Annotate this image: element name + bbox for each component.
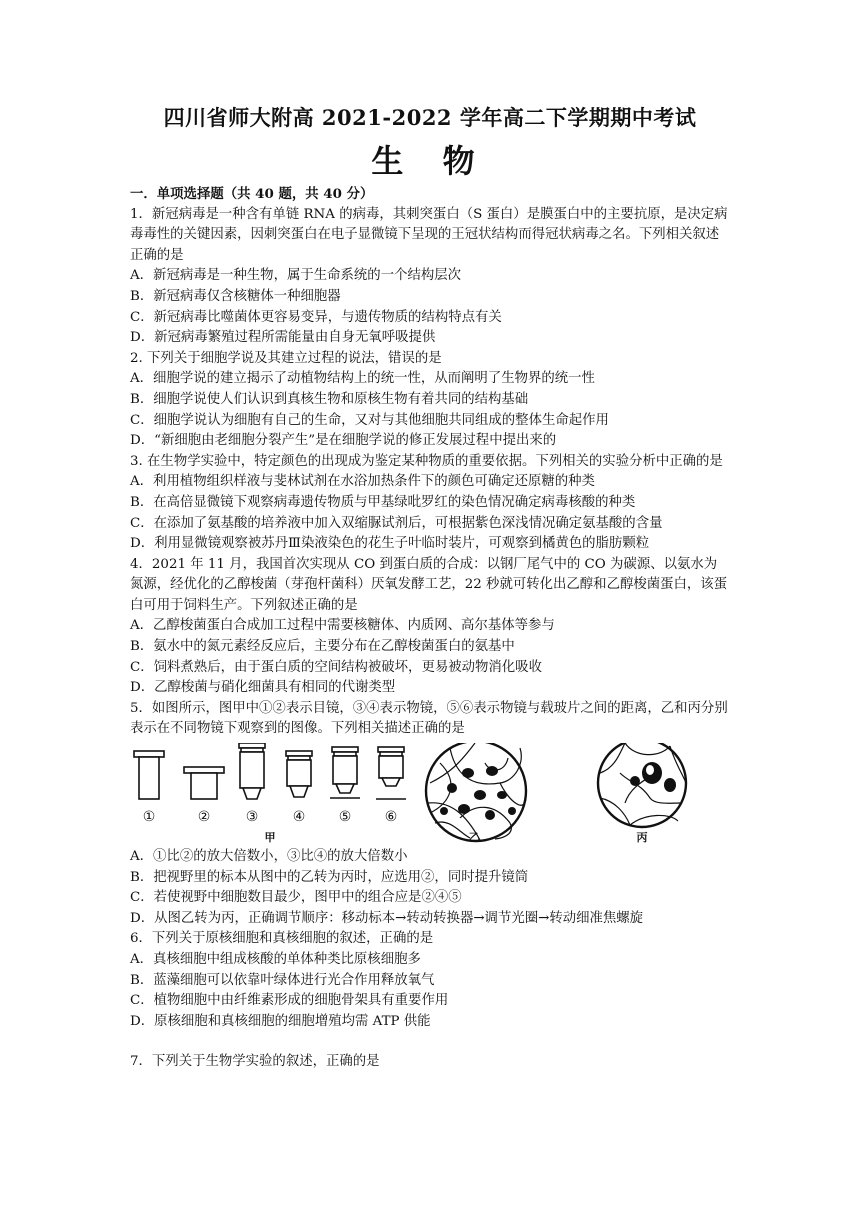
option-d: D．从图乙转为丙，正确调节顺序：移动标本→转动转换器→调节光圈→转动细准焦螺旋 xyxy=(130,910,644,926)
option-a: A．细胞学说的建立揭示了动植物结构上的统一性，从而阐明了生物界的统一性 xyxy=(130,371,595,387)
question-stem: 3. 在生物学实验中，特定颜色的出现成为鉴定某种物质的重要依据。下列相关的实验分析中正确的是 xyxy=(130,453,723,469)
option-a: A．乙醇梭菌蛋白合成加工过程中需要核糖体、内质网、高尔基体等参与 xyxy=(130,618,555,634)
option-c: C．若使视野中细胞数目最少，图甲中的组合应是②④⑤ xyxy=(130,890,462,906)
option-d: D．原核细胞和真核细胞的细胞增殖均需 ATP 供能 xyxy=(130,1013,431,1029)
exam-title: 四川省师大附高 2021-2022 学年高二下学期期中考试 xyxy=(163,105,697,130)
option-a: A．真核细胞中组成核酸的单体种类比原核细胞多 xyxy=(130,952,421,967)
field-high-power-icon xyxy=(598,743,686,827)
option-a: A．①比②的放大倍数小，③比④的放大倍数小 xyxy=(130,849,408,865)
question-stem: 2. 下列关于细胞学说及其建立过程的说法，错误的是 xyxy=(130,350,442,366)
option-b: B．蓝藻细胞可以依靠叶绿体进行光合作用释放氧气 xyxy=(130,972,435,988)
option-c: C．细胞学说认为细胞有自己的生命，又对与其他细胞共同组成的整体生命起作用 xyxy=(130,412,609,428)
lens-label-6: ⑥ xyxy=(384,809,398,826)
question-stem: 6．下列关于原核细胞和真核细胞的叙述，正确的是 xyxy=(130,931,434,947)
option-d: D．新冠病毒繁殖过程所需能量由自身无氧呼吸提供 xyxy=(130,330,436,346)
caption-bing: 丙 xyxy=(636,831,648,844)
microscope-figure xyxy=(130,743,730,843)
subject-title: 生 物 xyxy=(371,142,489,180)
exam-content xyxy=(130,184,730,1073)
option-c: C．植物细胞中由纤维素形成的细胞骨架具有重要作用 xyxy=(130,993,449,1009)
option-d: D．“新细胞由老细胞分裂产生”是在细胞学说的修正发展过程中提出来的 xyxy=(130,433,557,449)
caption-yi: 乙 xyxy=(468,831,480,844)
option-d: D．乙醇梭菌与硝化细菌具有相同的代谢类型 xyxy=(130,680,396,696)
question-4 xyxy=(130,555,730,699)
option-b: B．新冠病毒仅含核糖体一种细胞器 xyxy=(130,288,341,304)
option-b: B．细胞学说使人们认识到真核生物和原核生物有着共同的结构基础 xyxy=(130,391,529,407)
objective-distance-near-icon xyxy=(330,747,360,798)
option-a: A．利用植物组织样液与斐林试剂在水浴加热条件下的颜色可确定还原糖的种类 xyxy=(130,474,595,490)
question-1 xyxy=(130,205,730,349)
question-stem: 4．2021 年 11 月，我国首次实现从 CO 到蛋白质的合成：以钢厂尾气中的 CO 为碳源、以氨水为氮源，经优化的乙醇梭菌（芽孢杆菌科）厌氧发酵工艺，22 秒就可转化出乙醇和乙醇梭菌蛋白，该蛋白可用于饲料生产。下列叙述正确的是 xyxy=(130,556,728,613)
lens-label-4: ④ xyxy=(292,809,306,826)
option-b: B．在高倍显微镜下观察病毒遗传物质与甲基绿吡罗红的染色情况确定病毒核酸的种类 xyxy=(130,494,636,510)
objective-long-icon xyxy=(239,743,265,799)
lens-label-1: ① xyxy=(142,809,156,826)
option-c: C．新冠病毒比噬菌体更容易变异，与遗传物质的结构特点有关 xyxy=(130,309,502,325)
question-2 xyxy=(130,349,730,452)
question-stem: 5．如图所示，图甲中①②表示目镜，③④表示物镜，⑤⑥表示物镜与载玻片之间的距离，乙和丙分别表示在不同物镜下观察到的图像。下列相关描述正确的是 xyxy=(130,700,728,737)
eyepiece-short-icon xyxy=(184,767,224,799)
question-6 xyxy=(130,929,730,1032)
option-d: D．利用显微镜观察被苏丹Ⅲ染液染色的花生子叶临时装片，可观察到橘黄色的脂肪颗粒 xyxy=(130,536,650,552)
caption-jia: 甲 xyxy=(264,831,276,844)
objective-distance-far-icon xyxy=(376,747,406,799)
lens-label-5: ⑤ xyxy=(338,809,352,826)
question-7 xyxy=(130,1052,730,1073)
lens-label-2: ② xyxy=(197,809,211,826)
option-a: A．新冠病毒是一种生物，属于生命系统的一个结构层次 xyxy=(130,268,462,284)
objective-short-icon xyxy=(286,751,312,797)
spacer xyxy=(130,1032,730,1052)
section-heading: 一．单项选择题（共 40 题，共 40 分） xyxy=(130,186,374,202)
microscope-figure-drawing xyxy=(130,743,730,843)
question-stem: 7．下列关于生物学实验的叙述，正确的是 xyxy=(130,1054,380,1070)
option-c: C．在添加了氨基酸的培养液中加入双缩脲试剂后，可根据紫色深浅情况确定氨基酸的含量 xyxy=(130,515,663,531)
question-5 xyxy=(130,699,730,930)
eyepiece-long-icon xyxy=(134,751,164,799)
question-stem: 1．新冠病毒是一种含有单链 RNA 的病毒，其刺突蛋白（S 蛋白）是膜蛋白中的主要抗原，是决定病毒毒性的关键因素，因刺突蛋白在电子显微镜下呈现的王冠状结构而得冠状病毒之名。下列相关叙述正确的是 xyxy=(130,206,728,263)
option-b: B．把视野里的标本从图中的乙转为丙时，应选用②，同时提升镜筒 xyxy=(130,869,529,885)
option-b: B．氨水中的氮元素经反应后，主要分布在乙醇梭菌蛋白的氨基中 xyxy=(130,639,515,655)
option-c: C．饲料煮熟后，由于蛋白质的空间结构被破坏，更易被动物消化吸收 xyxy=(130,659,542,675)
field-low-power-icon xyxy=(426,743,526,844)
lens-label-3: ③ xyxy=(245,809,259,826)
question-3 xyxy=(130,452,730,555)
